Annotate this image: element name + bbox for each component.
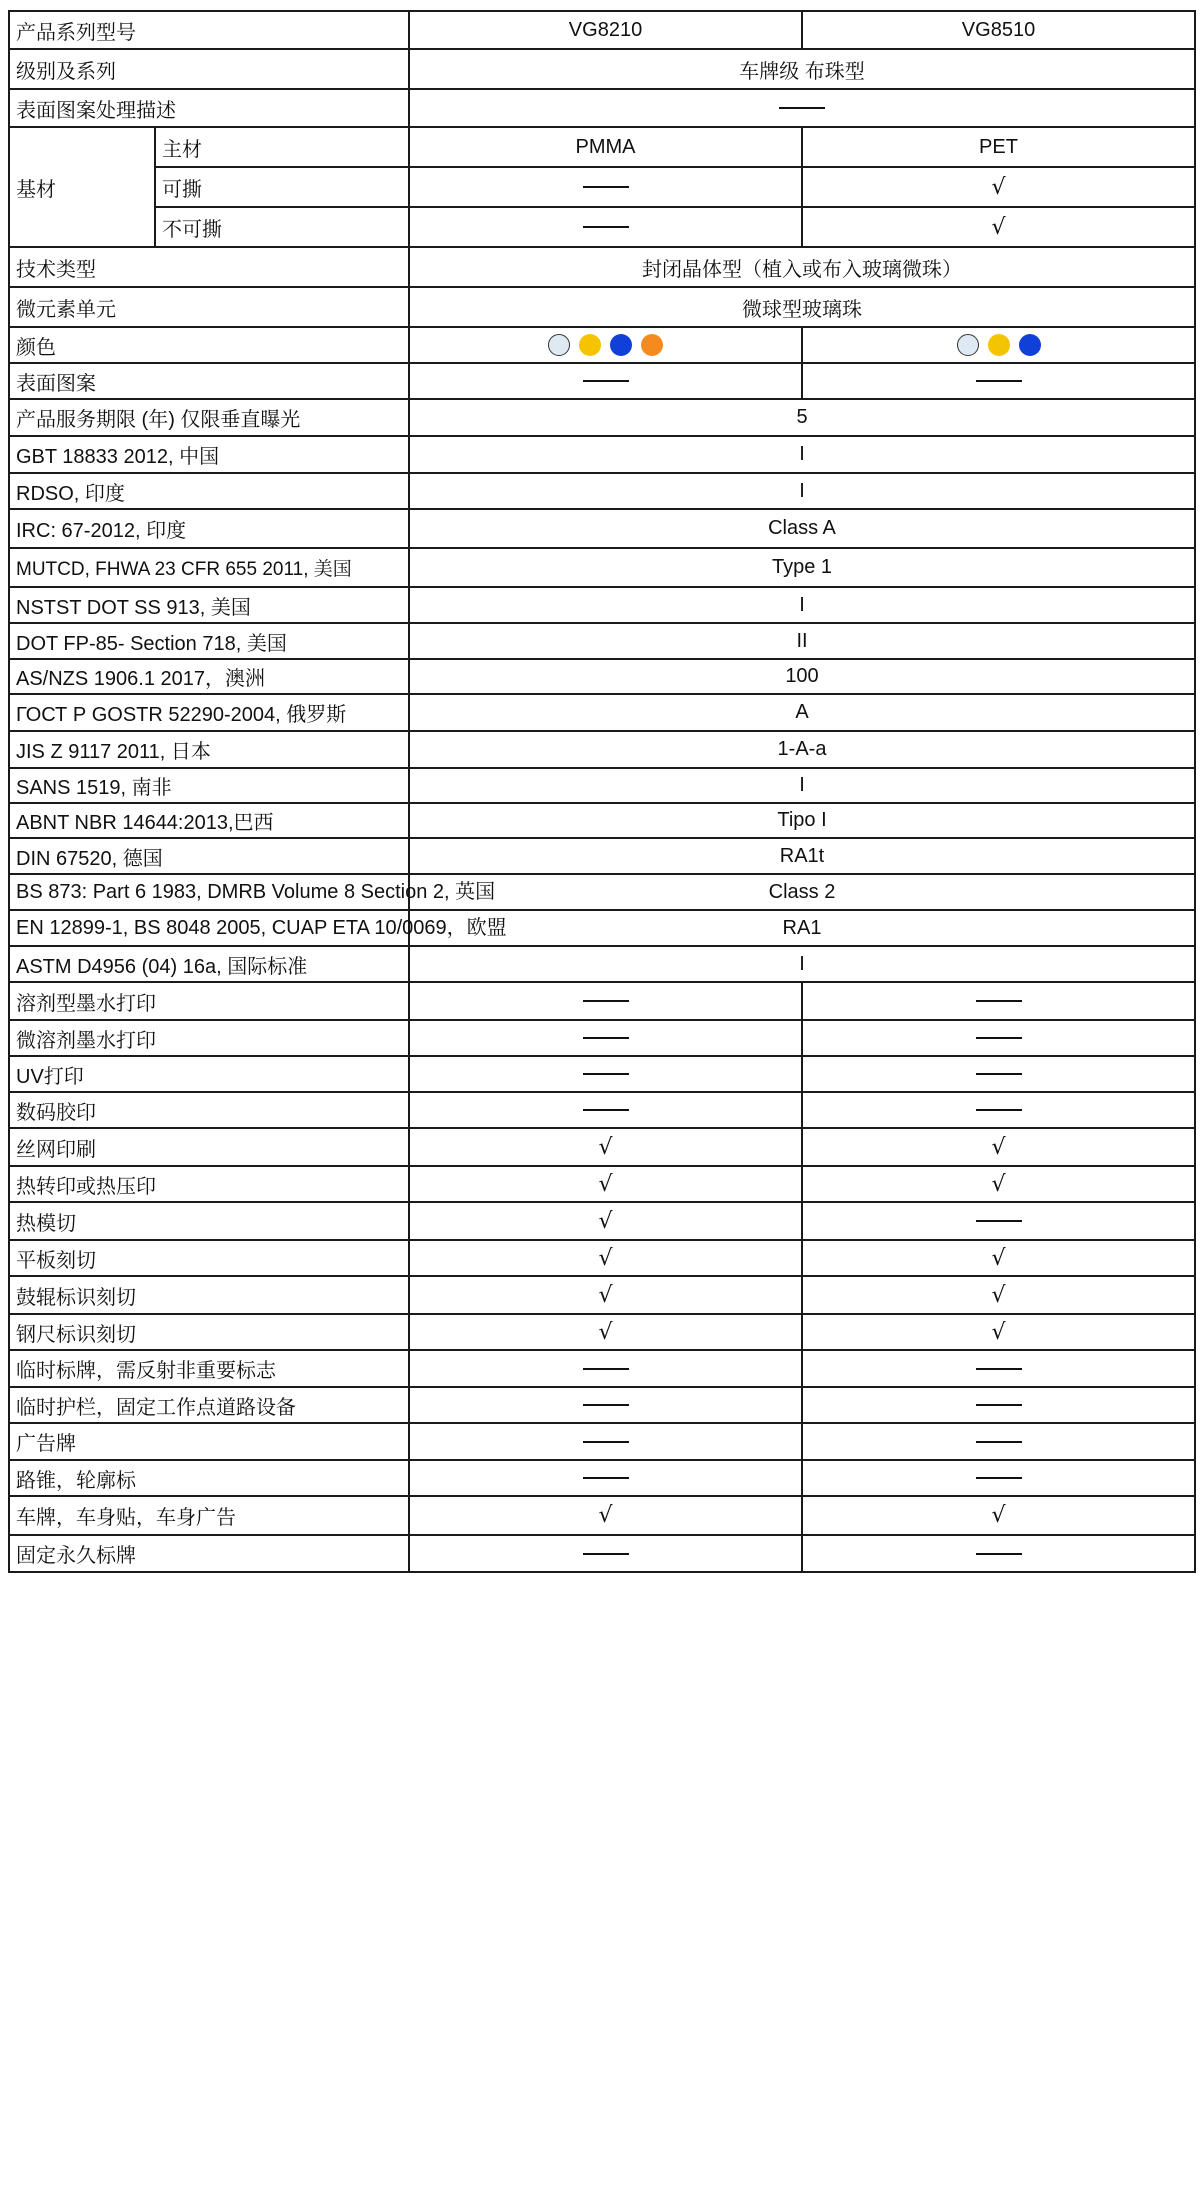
application-row [9, 1202, 1195, 1240]
dash-mark [976, 1037, 1022, 1039]
white-color-swatch [548, 334, 570, 356]
application-label: 热转印或热压印 [9, 1166, 409, 1202]
dash-mark [583, 186, 629, 188]
dash-mark [976, 1109, 1022, 1111]
application-vg8210-value [409, 1020, 802, 1056]
standard-row [9, 803, 1195, 838]
application-row [9, 1387, 1195, 1423]
application-vg8510-value [802, 1202, 1195, 1240]
application-label: UV打印 [9, 1056, 409, 1092]
application-vg8210-value [409, 1314, 802, 1350]
application-vg8210-value [409, 982, 802, 1020]
standard-value: RA1 [409, 910, 1195, 946]
dash-mark [583, 1037, 629, 1039]
application-label: 热模切 [9, 1202, 409, 1240]
standard-label: 产品服务期限 (年) 仅限垂直曝光 [9, 399, 409, 436]
substrate-row [9, 127, 1195, 167]
application-row [9, 1314, 1195, 1350]
application-vg8510-value [802, 1387, 1195, 1423]
standard-value: 1-A-a [409, 731, 1195, 768]
standard-label: AS/NZS 1906.1 2017，澳洲 [9, 659, 409, 694]
standard-value: Class A [409, 509, 1195, 548]
standard-value: I [409, 768, 1195, 803]
check-mark: √ [991, 214, 1006, 240]
surface-pattern-label: 表面图案 [9, 363, 409, 399]
check-mark: √ [991, 1282, 1006, 1308]
standard-label: MUTCD, FHWA 23 CFR 655 2011, 美国 [9, 548, 409, 587]
color-swatches-vg8210 [409, 327, 802, 363]
application-label: 溶剂型墨水打印 [9, 982, 409, 1020]
application-row [9, 1496, 1195, 1535]
application-row [9, 1276, 1195, 1314]
application-vg8510-value [802, 1350, 1195, 1387]
application-vg8510-value [802, 1020, 1195, 1056]
grade-row [9, 49, 1195, 89]
surface-pattern-vg8210 [409, 363, 802, 399]
application-vg8210-value [409, 1535, 802, 1572]
substrate-label: 基材 [9, 127, 155, 247]
dash-mark [583, 1073, 629, 1075]
application-vg8210-value [409, 1350, 802, 1387]
application-row [9, 1056, 1195, 1092]
dash-mark [583, 1404, 629, 1406]
dash-mark [976, 1441, 1022, 1443]
application-row [9, 1350, 1195, 1387]
standard-label: SANS 1519, 南非 [9, 768, 409, 803]
standard-row [9, 509, 1195, 548]
color-dots [957, 334, 1041, 356]
substrate-sub-label: 不可撕 [155, 207, 409, 247]
colors-row [9, 327, 1195, 363]
application-vg8210-value [409, 1092, 802, 1128]
blue-color-swatch [610, 334, 632, 356]
standard-label: EN 12899-1, BS 8048 2005, CUAP ETA 10/0069，欧盟 [9, 910, 409, 946]
check-mark: √ [991, 174, 1006, 200]
application-row [9, 1020, 1195, 1056]
dash-mark [976, 1368, 1022, 1370]
standard-value: I [409, 436, 1195, 473]
dash-mark [583, 380, 629, 382]
application-vg8510-value [802, 1314, 1195, 1350]
application-label: 固定永久标牌 [9, 1535, 409, 1572]
standard-row [9, 768, 1195, 803]
dash-mark [976, 1404, 1022, 1406]
tech-label: 技术类型 [9, 247, 409, 287]
standard-row [9, 874, 1195, 910]
dash-mark [583, 226, 629, 228]
standard-value: RA1t [409, 838, 1195, 874]
application-vg8510-value [802, 1460, 1195, 1496]
standard-label: DOT FP-85- Section 718, 美国 [9, 623, 409, 659]
color-swatches-vg8510 [802, 327, 1195, 363]
application-vg8510-value [802, 1535, 1195, 1572]
substrate-vg8210-value [409, 167, 802, 207]
application-label: 数码胶印 [9, 1092, 409, 1128]
standard-row [9, 731, 1195, 768]
standard-row [9, 910, 1195, 946]
surface-desc-row [9, 89, 1195, 127]
dash-mark [976, 1220, 1022, 1222]
application-label: 鼓辊标识刻切 [9, 1276, 409, 1314]
spec-table [8, 10, 1196, 1573]
standard-row [9, 623, 1195, 659]
standard-label: ASTM D4956 (04) 16a, 国际标准 [9, 946, 409, 982]
standard-row [9, 399, 1195, 436]
application-vg8510-value [802, 1276, 1195, 1314]
dash-mark [976, 1477, 1022, 1479]
standard-row [9, 473, 1195, 509]
standard-value: I [409, 946, 1195, 982]
standard-value: A [409, 694, 1195, 731]
standard-label: ГОСТ Р GOSTR 52290-2004, 俄罗斯 [9, 694, 409, 731]
application-label: 平板刻切 [9, 1240, 409, 1276]
application-vg8510-value [802, 1056, 1195, 1092]
standard-label: ABNT NBR 14644:2013,巴西 [9, 803, 409, 838]
micro-value: 微球型玻璃珠 [409, 287, 1195, 327]
substrate-vg8510-value [802, 167, 1195, 207]
orange-color-swatch [641, 334, 663, 356]
standard-row [9, 548, 1195, 587]
substrate-vg8510-value [802, 207, 1195, 247]
standard-value: 5 [409, 399, 1195, 436]
color-dots [548, 334, 663, 356]
dash-mark [976, 1073, 1022, 1075]
application-vg8210-value [409, 1166, 802, 1202]
standard-value: I [409, 473, 1195, 509]
standard-row [9, 659, 1195, 694]
substrate-row [9, 207, 1195, 247]
application-label: 丝网印刷 [9, 1128, 409, 1166]
substrate-vg8210-value [409, 207, 802, 247]
application-vg8210-value [409, 1276, 802, 1314]
application-label: 钢尺标识刻切 [9, 1314, 409, 1350]
check-mark: √ [991, 1245, 1006, 1271]
application-vg8510-value [802, 982, 1195, 1020]
standard-label: DIN 67520, 德国 [9, 838, 409, 874]
application-vg8510-value [802, 1128, 1195, 1166]
standard-label: JIS Z 9117 2011, 日本 [9, 731, 409, 768]
surface-desc-label: 表面图案处理描述 [9, 89, 409, 127]
dash-mark [583, 1000, 629, 1002]
application-vg8510-value [802, 1166, 1195, 1202]
standard-value: Class 2 [409, 874, 1195, 910]
application-vg8510-value [802, 1423, 1195, 1460]
check-mark: √ [991, 1319, 1006, 1345]
check-mark: √ [598, 1503, 613, 1528]
application-vg8510-value [802, 1240, 1195, 1276]
product-vg8510: VG8510 [802, 11, 1195, 49]
dash-mark [976, 1000, 1022, 1002]
application-vg8210-value [409, 1496, 802, 1535]
application-row [9, 1092, 1195, 1128]
standard-value: I [409, 587, 1195, 623]
yellow-color-swatch [988, 334, 1010, 356]
surface-pattern-row [9, 363, 1195, 399]
check-mark: √ [598, 1208, 613, 1234]
dash-mark [583, 1441, 629, 1443]
colors-label: 颜色 [9, 327, 409, 363]
standard-value: II [409, 623, 1195, 659]
standard-label: BS 873: Part 6 1983, DMRB Volume 8 Section 2, 英国 [9, 874, 409, 910]
application-vg8210-value [409, 1240, 802, 1276]
standard-row [9, 436, 1195, 473]
grade-label: 级别及系列 [9, 49, 409, 89]
standard-row [9, 694, 1195, 731]
check-mark: √ [991, 1171, 1006, 1197]
check-mark: √ [991, 1503, 1006, 1528]
standard-row [9, 587, 1195, 623]
dash-mark [779, 107, 825, 109]
surface-desc-value [409, 89, 1195, 127]
standard-label: IRC: 67-2012, 印度 [9, 509, 409, 548]
standard-row [9, 946, 1195, 982]
application-vg8210-value [409, 1056, 802, 1092]
application-row [9, 1423, 1195, 1460]
blue-color-swatch [1019, 334, 1041, 356]
standard-label: NSTST DOT SS 913, 美国 [9, 587, 409, 623]
application-label: 临时护栏，固定工作点道路设备 [9, 1387, 409, 1423]
application-vg8210-value [409, 1460, 802, 1496]
header-row [9, 11, 1195, 49]
micro-row [9, 287, 1195, 327]
substrate-row [9, 167, 1195, 207]
application-vg8210-value [409, 1387, 802, 1423]
check-mark: √ [598, 1245, 613, 1271]
application-row [9, 1166, 1195, 1202]
white-color-swatch [957, 334, 979, 356]
dash-mark [583, 1109, 629, 1111]
application-label: 路锥，轮廓标 [9, 1460, 409, 1496]
tech-value: 封闭晶体型（植入或布入玻璃微珠） [409, 247, 1195, 287]
substrate-vg8210-value: PMMA [409, 127, 802, 167]
standard-value: Tipo I [409, 803, 1195, 838]
dash-mark [583, 1477, 629, 1479]
application-row [9, 982, 1195, 1020]
surface-pattern-vg8510 [802, 363, 1195, 399]
application-vg8510-value [802, 1496, 1195, 1535]
tech-row [9, 247, 1195, 287]
application-label: 广告牌 [9, 1423, 409, 1460]
grade-value: 车牌级 布珠型 [409, 49, 1195, 89]
standard-value: Type 1 [409, 548, 1195, 587]
product-vg8210: VG8210 [409, 11, 802, 49]
check-mark: √ [598, 1134, 613, 1160]
dash-mark [976, 380, 1022, 382]
application-row [9, 1460, 1195, 1496]
standard-label: RDSO, 印度 [9, 473, 409, 509]
application-row [9, 1240, 1195, 1276]
dash-mark [976, 1553, 1022, 1555]
application-vg8210-value [409, 1423, 802, 1460]
dash-mark [583, 1368, 629, 1370]
application-vg8210-value [409, 1128, 802, 1166]
standard-row [9, 838, 1195, 874]
dash-mark [583, 1553, 629, 1555]
application-row [9, 1535, 1195, 1572]
yellow-color-swatch [579, 334, 601, 356]
check-mark: √ [991, 1134, 1006, 1160]
substrate-vg8510-value: PET [802, 127, 1195, 167]
substrate-sub-label: 可撕 [155, 167, 409, 207]
check-mark: √ [598, 1319, 613, 1345]
header-label: 产品系列型号 [9, 11, 409, 49]
micro-label: 微元素单元 [9, 287, 409, 327]
application-label: 微溶剂墨水打印 [9, 1020, 409, 1056]
application-vg8210-value [409, 1202, 802, 1240]
standard-label: GBT 18833 2012, 中国 [9, 436, 409, 473]
application-row [9, 1128, 1195, 1166]
check-mark: √ [598, 1282, 613, 1308]
substrate-sub-label: 主材 [155, 127, 409, 167]
standard-value: 100 [409, 659, 1195, 694]
spec-table-body [9, 11, 1195, 1572]
application-vg8510-value [802, 1092, 1195, 1128]
application-label: 临时标牌，需反射非重要标志 [9, 1350, 409, 1387]
check-mark: √ [598, 1171, 613, 1197]
application-label: 车牌，车身贴，车身广告 [9, 1496, 409, 1535]
